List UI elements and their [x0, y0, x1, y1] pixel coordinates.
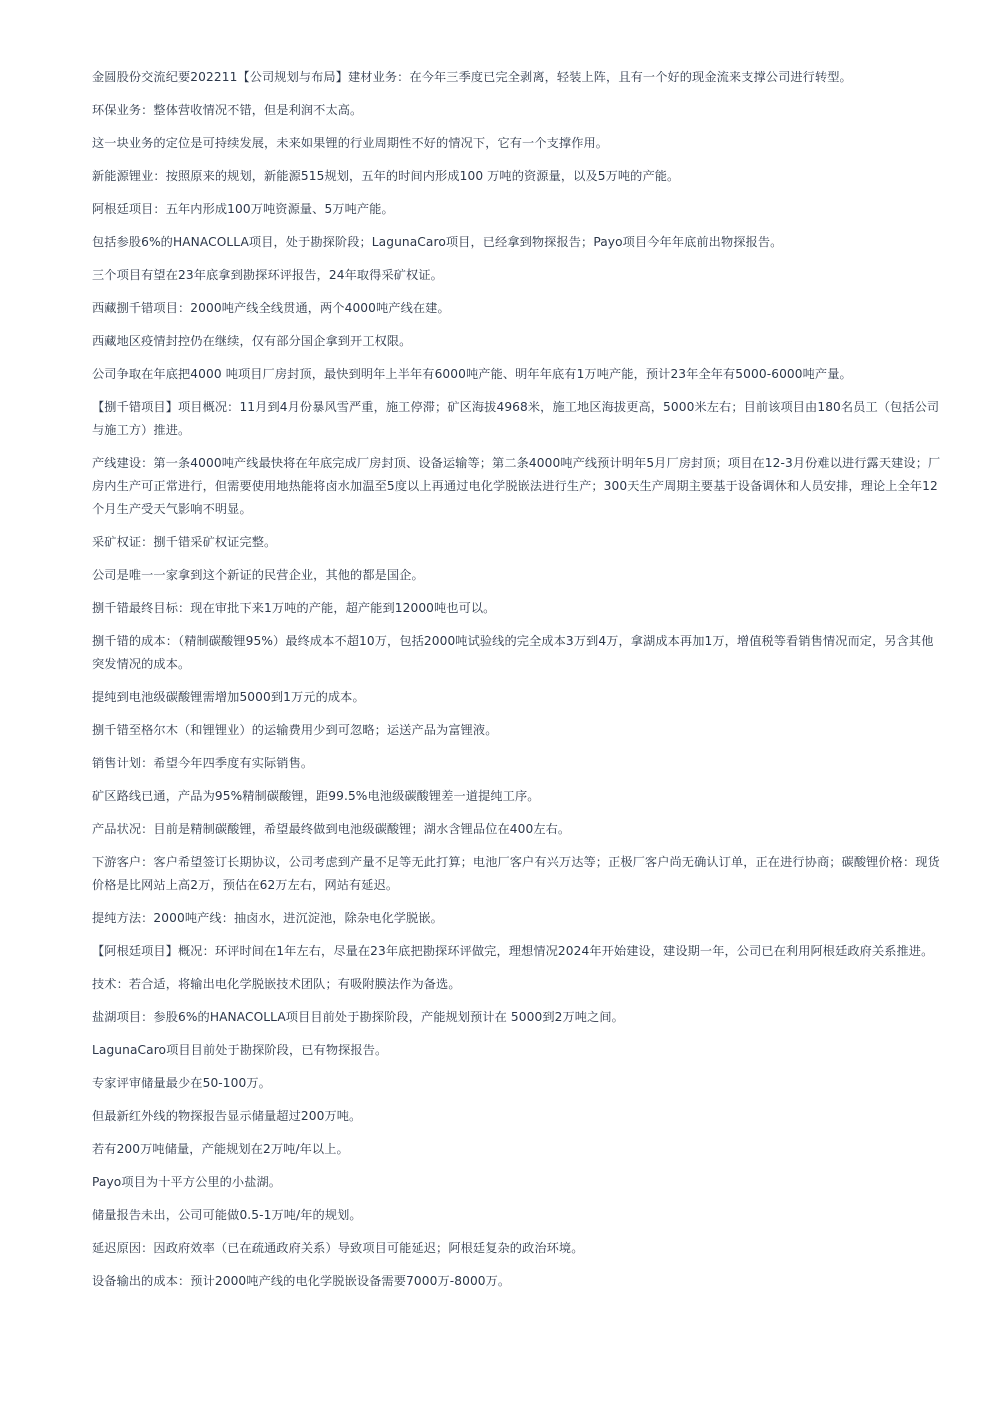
paragraph: 金圆股份交流纪要202211【公司规划与布局】建材业务：在今年三季度已完全剥离，轻装上阵，且有一个好的现金流来支撑公司进行转型。 [92, 70, 852, 84]
paragraph: 产品状况：目前是精制碳酸锂，希望最终做到电池级碳酸锂；湖水含锂品位在400左右。 [92, 822, 571, 836]
paragraph: 提纯方法：2000吨产线：抽卤水，进沉淀池，除杂电化学脱嵌。 [92, 911, 443, 925]
paragraph: Payo项目为十平方公里的小盐湖。 [92, 1175, 282, 1189]
paragraph: 西藏捌千错项目：2000吨产线全线贯通，两个4000吨产线在建。 [92, 301, 450, 315]
paragraph: 捌千错的成本：（精制碳酸锂95%）最终成本不超10万，包括2000吨试验线的完全成本3万到4万，拿湖成本再加1万，增值税等看销售情况而定，另含其他突发情况的成本。 [92, 634, 934, 671]
paragraph: 西藏地区疫情封控仍在继续，仅有部分国企拿到开工权限。 [92, 334, 412, 348]
paragraph: 设备输出的成本：预计2000吨产线的电化学脱嵌设备需要7000万-8000万。 [92, 1274, 511, 1288]
paragraph: 公司争取在年底把4000 吨项目厂房封顶，最快到明年上半年有6000吨产能、明年年底有1万吨产能，预计23年全年有5000-6000吨产量。 [92, 367, 852, 381]
paragraph: 盐湖项目：参股6%的HANACOLLA项目目前处于勘探阶段，产能规划预计在 5000到2万吨之间。 [92, 1010, 624, 1024]
paragraph: 提纯到电池级碳酸锂需增加5000到1万元的成本。 [92, 690, 365, 704]
paragraph: 捌千错最终目标：现在审批下来1万吨的产能，超产能到12000吨也可以。 [92, 601, 496, 615]
paragraph: 采矿权证：捌千错采矿权证完整。 [92, 535, 277, 549]
paragraph: 公司是唯一一家拿到这个新证的民营企业，其他的都是国企。 [92, 568, 424, 582]
paragraph: 环保业务：整体营收情况不错，但是利润不太高。 [92, 103, 363, 117]
paragraph: 【阿根廷项目】概况：环评时间在1年左右，尽量在23年底把勘探环评做完，理想情况2024年开始建设，建设期一年，公司已在利用阿根廷政府关系推进。 [92, 944, 934, 958]
paragraph: 但最新红外线的物探报告显示储量超过200万吨。 [92, 1109, 362, 1123]
paragraph: 延迟原因：因政府效率（已在疏通政府关系）导致项目可能延迟；阿根廷复杂的政治环境。 [92, 1241, 584, 1255]
paragraph: 阿根廷项目：五年内形成100万吨资源量、5万吨产能。 [92, 202, 394, 216]
paragraph: 产线建设：第一条4000吨产线最快将在年底完成厂房封顶、设备运输等；第二条4000吨产线预计明年5月厂房封顶；项目在12-3月份难以进行露天建设；厂房内生产可正常进行，但需要使用地热能将卤水加温至5度以上再通过电化学脱嵌法进行生产；300天生产周期主要基于设备调休和人员安排，理论上全年12个月生产受天气影响不明显。 [92, 456, 941, 516]
paragraph: 三个项目有望在23年底拿到勘探环评报告，24年取得采矿权证。 [92, 268, 443, 282]
paragraph: LagunaCaro项目目前处于勘探阶段，已有物探报告。 [92, 1043, 388, 1057]
paragraph: 这一块业务的定位是可持续发展，未来如果锂的行业周期性不好的情况下，它有一个支撑作用。 [92, 136, 609, 150]
document-body [92, 66, 944, 1303]
paragraph: 新能源锂业：按照原来的规划，新能源515规划，五年的时间内形成100 万吨的资源量，以及5万吨的产能。 [92, 169, 680, 183]
paragraph: 包括参股6%的HANACOLLA项目，处于勘探阶段；LagunaCaro项目，已经拿到物探报告；Payo项目今年年底前出物探报告。 [92, 235, 783, 249]
paragraph: 捌千错至格尔木（和锂锂业）的运输费用少到可忽略；运送产品为富锂液。 [92, 723, 498, 737]
paragraph: 【捌千错项目】项目概况：11月到4月份暴风雪严重，施工停滞；矿区海拔4968米，施工地区海拔更高，5000米左右；目前该项目由180名员工（包括公司与施工方）推进。 [92, 400, 940, 437]
paragraph: 矿区路线已通，产品为95%精制碳酸锂，距99.5%电池级碳酸锂差一道提纯工序。 [92, 789, 540, 803]
paragraph: 下游客户：客户希望签订长期协议，公司考虑到产量不足等无此打算；电池厂客户有兴万达等；正极厂客户尚无确认订单，正在进行协商；碳酸锂价格：现货价格是比网站上高2万，预估在62万左右，网站有延迟。 [92, 855, 940, 892]
paragraph: 技术：若合适，将输出电化学脱嵌技术团队；有吸附膜法作为备选。 [92, 977, 461, 991]
paragraph: 专家评审储量最少在50-100万。 [92, 1076, 271, 1090]
paragraph: 储量报告未出，公司可能做0.5-1万吨/年的规划。 [92, 1208, 362, 1222]
paragraph: 若有200万吨储量，产能规划在2万吨/年以上。 [92, 1142, 349, 1156]
paragraph: 销售计划：希望今年四季度有实际销售。 [92, 756, 314, 770]
